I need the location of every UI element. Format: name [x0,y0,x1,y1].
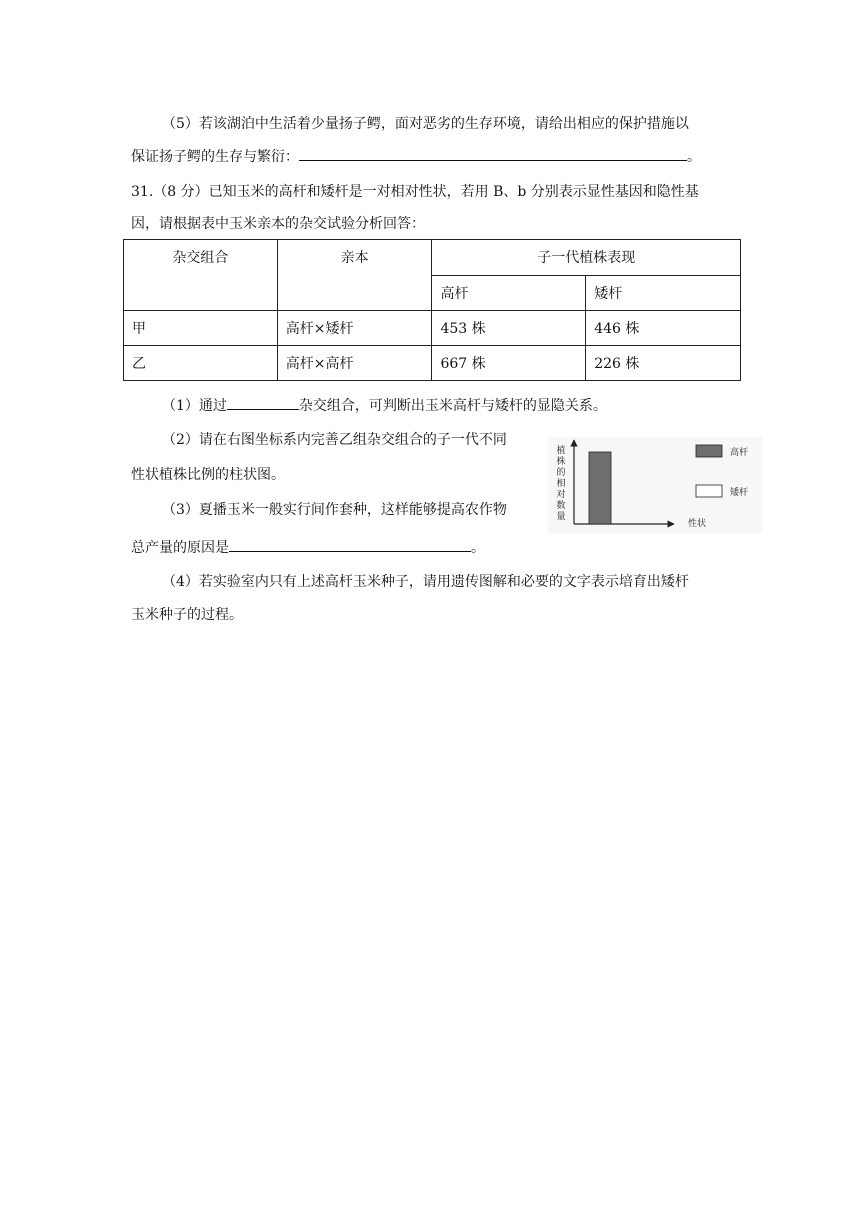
col-cross-header: 杂交组合 [124,240,278,311]
cell-tall: 453 株 [432,311,586,346]
sub3-line2-text: 总产量的原因是 [131,540,229,556]
legend-label-tall: 高杆 [730,448,749,458]
sub3-line2-end: 。 [471,540,485,556]
q31-sub3-line1: （3）夏播玉米一般实行间作套种，这样能够提高农作物 [162,502,507,518]
table-row [124,311,741,346]
cell-cross: 乙 [124,346,278,381]
legend-swatch-dwarf [696,485,722,497]
q31-sub2-line1: （2）请在右图坐标系内完善乙组杂交组合的子一代不同 [162,432,507,448]
sub1-pre: （1）通过 [162,398,227,414]
y-axis-label: 植株的相对数量 [556,446,566,522]
cell-tall: 667 株 [432,346,586,381]
q5-line2-end: 。 [687,149,701,165]
q31-sub4-line1: （4）若实验室内只有上述高杆玉米种子，请用遗传图解和必要的文字表示培育出矮杆 [162,574,689,590]
q31-sub1 [162,395,607,416]
cross-experiment-table [123,239,741,381]
sub3-answer-blank[interactable] [229,537,471,552]
cell-dwarf: 226 株 [586,346,741,381]
q31-header-line1: 31.（8 分）已知玉米的高杆和矮杆是一对相对性状，若用 B、b 分别表示显性基因和隐性基 [131,184,699,200]
q31-sub3-line2 [131,537,485,558]
sub1-post: 杂交组合，可判断出玉米高杆与矮杆的显隐关系。 [298,398,607,414]
sub1-answer-blank[interactable] [227,395,299,410]
q31-header-line2: 因，请根据表中玉米亲本的杂交试验分析回答： [131,216,425,232]
cell-parents: 高杆×矮杆 [277,311,432,346]
q5-line2 [131,146,701,167]
bar-tall [589,452,611,524]
legend-swatch-tall [696,445,722,457]
q31-sub2-line2: 性状植株比例的柱状图。 [131,467,285,483]
q5-line2-text: 保证扬子鳄的生存与繁衍： [131,149,299,165]
q5-answer-blank[interactable] [299,146,687,161]
q5-line1: （5）若该湖泊中生活着少量扬子鳄，面对恶劣的生存环境，请给出相应的保护措施以 [162,116,689,132]
chart-svg[interactable] [548,437,762,533]
q31-sub4-line2: 玉米种子的过程。 [131,607,243,623]
col-offspring-header: 子一代植株表现 [432,240,741,276]
sub-header-tall: 高杆 [432,275,586,311]
col-parents-header: 亲本 [277,240,432,311]
sub-header-dwarf: 矮杆 [586,275,741,311]
cell-cross: 甲 [124,311,278,346]
offspring-ratio-chart[interactable] [548,437,762,533]
table-row [124,346,741,381]
legend-label-dwarf: 矮杆 [730,488,749,498]
x-axis-label: 性状 [688,519,707,529]
cell-parents: 高杆×高杆 [277,346,432,381]
cell-dwarf: 446 株 [586,311,741,346]
